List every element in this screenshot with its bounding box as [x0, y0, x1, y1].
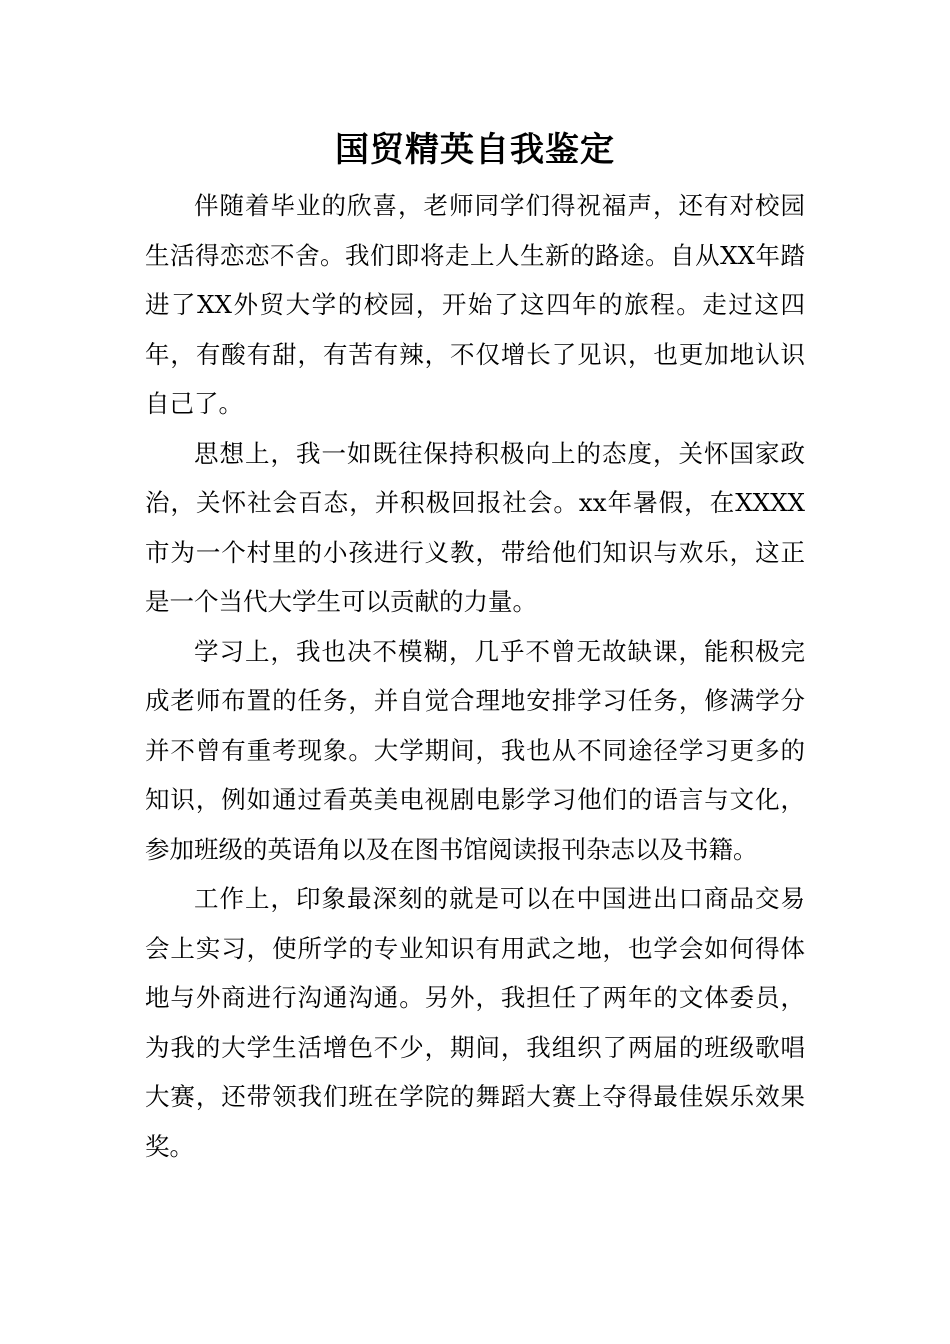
document-title: 国贸精英自我鉴定: [335, 130, 615, 170]
paragraph-ideology: 思想上，我一如既往保持积极向上的态度，关怀国家政治，关怀社会百态，并积极回报社会。xx年暑假，在XXXX市为一个村里的小孩进行义教，带给他们知识与欢乐，这正是一个当代大学生可以贡献的力量。: [145, 438, 805, 616]
paragraph-work: 工作上，印象最深刻的就是可以在中国进出口商品交易会上实习，使所学的专业知识有用武之地，也学会如何得体地与外商进行沟通沟通。另外，我担任了两年的文体委员，为我的大学生活增色不少，期间，我组织了两届的班级歌唱大赛，还带领我们班在学院的舞蹈大赛上夺得最佳娱乐效果奖。: [145, 884, 805, 1161]
paragraph-study: 学习上，我也决不模糊，几乎不曾无故缺课，能积极完成老师布置的任务，并自觉合理地安排学习任务，修满学分并不曾有重考现象。大学期间，我也从不同途径学习更多的知识，例如通过看英美电视剧电影学习他们的语言与文化，参加班级的英语角以及在图书馆阅读报刊杂志以及书籍。: [145, 636, 805, 864]
paragraph-intro: 伴随着毕业的欣喜，老师同学们得祝福声，还有对校园生活得恋恋不舍。我们即将走上人生新的路途。自从XX年踏进了XX外贸大学的校园，开始了这四年的旅程。走过这四年，有酸有甜，有苦有辣，不仅增长了见识，也更加地认识自己了。: [145, 191, 805, 418]
document-page: [145, 125, 805, 1171]
